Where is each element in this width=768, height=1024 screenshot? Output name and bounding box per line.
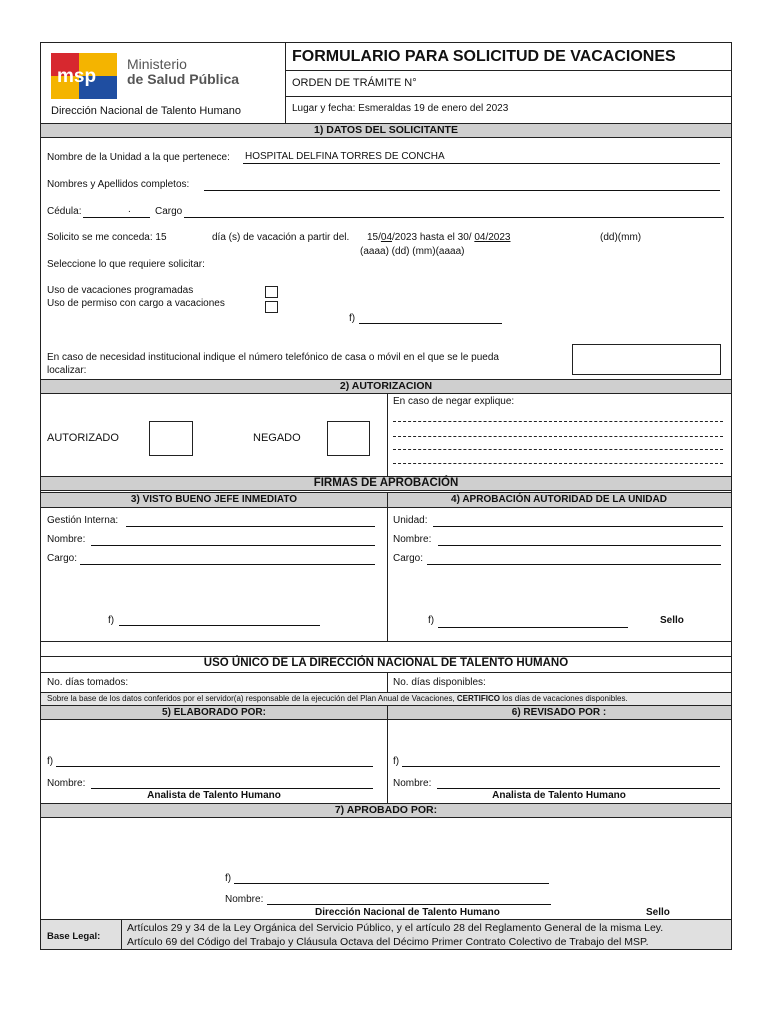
phone-field[interactable] [572,344,721,375]
s6-role: Analista de Talento Humano [492,790,626,801]
s6-sign-label: f) [393,756,400,767]
authority-sign-label: f) [428,615,435,626]
s7-name-field[interactable] [267,904,551,905]
hr-note-bold: CERTIFICO [456,694,501,703]
s6-name-field[interactable] [437,788,720,789]
denied-box[interactable] [327,421,370,456]
s6-name-label: Nombre: [393,778,432,789]
rule [41,641,731,642]
section2-divider [387,394,388,476]
end-year: /2023 [485,232,511,243]
applicant-sign-label: f) [349,313,356,324]
explain-line[interactable] [393,421,723,422]
authority-role-field[interactable] [427,564,721,565]
authority-role-label: Cargo: [393,553,424,564]
authority-name-label: Nombre: [393,534,432,545]
option2-checkbox[interactable] [265,301,278,313]
option1-checkbox[interactable] [265,286,278,298]
explain-label: En caso de negar explique: [393,396,515,407]
applicant-signature-line[interactable] [359,323,502,324]
start-month: 04 [380,232,393,243]
role-label: Cargo [155,206,183,217]
id-label: Cédula: [47,206,82,217]
header-divider [285,43,286,123]
s7-signature-line[interactable] [234,883,549,884]
header-rule [285,96,731,97]
form-title: FORMULARIO PARA SOLICITUD DE VACACIONES [292,48,676,65]
id-mark: . [128,204,131,215]
section6-title: 6) REVISADO POR : [511,707,607,718]
days-taken-label[interactable]: No. días tomados: [47,677,129,688]
section56-header [41,705,731,720]
authority-signature-line[interactable] [438,627,628,628]
denied-label: NEGADO [253,432,301,444]
unit-line [243,163,720,164]
place-date: Lugar y fecha: Esmeraldas 19 de enero del 2023 [292,103,509,114]
boss-role-label: Cargo: [47,553,78,564]
explain-line[interactable] [393,463,723,464]
authority-seal: Sello [660,615,684,626]
explain-line[interactable] [393,449,723,450]
request-middle: día (s) de vacación a partir del. [212,232,350,243]
start-year: /2023 hasta el 30/ [392,232,475,243]
date-hint-right: (dd)(mm) [600,232,642,243]
end-month: 04 [474,232,486,243]
s5-signature-line[interactable] [56,766,373,767]
date-hint-below: (aaaa) (dd) (mm)(aaaa) [360,246,465,257]
s5-role: Analista de Talento Humano [147,790,281,801]
s7-name-label: Nombre: [225,894,264,905]
order-label: ORDEN DE TRÁMITE N° [292,77,417,89]
hr-use-title: USO ÚNICO DE LA DIRECCIÓN NACIONAL DE TALENTO HUMANO [203,657,569,669]
ministry-line1: Ministerio [127,56,187,72]
boss-sign-label: f) [108,615,115,626]
hr-note-prefix: Sobre la base de los datos conferidos por el servidor(a) responsable de la ejecución del Plan Anual de Vacaciones, [47,694,455,703]
s7-seal: Sello [646,907,670,918]
authorized-box[interactable] [149,421,193,456]
legal-line1: Artículos 29 y 34 de la Ley Orgánica del Servicio Público, y el artículo 28 del Reglamento General de la misma Ley. [127,922,664,934]
days-available-label[interactable]: No. días disponibles: [393,677,486,688]
option2-label: Uso de permiso con cargo a vacaciones [47,298,225,309]
section2-title: 2) AUTORIZACION [41,379,731,394]
section5-title: 5) ELABORADO POR: [162,707,266,718]
section56-divider [387,705,388,803]
phone-text-1: En caso de necesidad institucional indique el número telefónico de casa o móvil en el que se le pueda [47,352,499,363]
section7-title: 7) APROBADO POR: [41,803,731,818]
approvals-title: FIRMAS DE APROBACIÓN [41,476,731,491]
s7-sign-label: f) [225,873,232,884]
authority-unit-field[interactable] [433,526,723,527]
boss-name-label: Nombre: [47,534,86,545]
legal-divider [121,920,122,949]
hr-note-suffix: los días de vacaciones disponibles. [502,694,628,703]
boss-name-field[interactable] [91,545,375,546]
rule [41,672,731,673]
authorized-label: AUTORIZADO [47,432,119,444]
legal-label: Base Legal: [47,931,101,942]
id-field[interactable] [83,217,150,218]
unit-label-4: Unidad: [393,515,428,526]
header-rule [285,70,731,71]
hr-note [47,694,628,704]
approvals-subheader [41,492,731,508]
unit-label: Nombre de la Unidad a la que pertenece: [47,152,230,163]
explain-line[interactable] [393,436,723,437]
role-field[interactable] [184,217,724,218]
msp-logo [51,53,117,99]
s5-name-label: Nombre: [47,778,86,789]
start-day: 15/ [367,232,381,243]
hr-divider [387,672,388,692]
section1-title: 1) DATOS DEL SOLICITANTE [41,123,731,138]
section4-title: 4) APROBACIÓN AUTORIDAD DE LA UNIDAD [451,494,667,505]
option1-label: Uso de vacaciones programadas [47,285,194,296]
s5-sign-label: f) [47,756,54,767]
boss-signature-line[interactable] [119,625,320,626]
logo-text: msp [57,66,97,87]
authority-name-field[interactable] [438,545,721,546]
request-prefix: Solicito se me conceda: 15 [47,232,167,243]
boss-role-field[interactable] [80,564,375,565]
approvals-divider [387,492,388,641]
s6-signature-line[interactable] [402,766,720,767]
names-field[interactable] [204,190,720,191]
legal-line2: Artículo 69 del Código del Trabajo y Cláusula Octava del Décimo Primer Contrato Colectivo de Trabajo del MSP. [127,936,649,948]
request-dates[interactable] [367,232,510,244]
s5-name-field[interactable] [91,788,373,789]
ministry-line2: de Salud Pública [127,71,240,87]
names-label: Nombres y Apellidos completos: [47,179,190,190]
s7-role: Dirección Nacional de Talento Humano [315,907,500,918]
internal-mgmt-field[interactable] [126,526,375,527]
select-label: Seleccione lo que requiere solicitar: [47,259,205,270]
phone-text-2: localizar: [47,365,87,376]
vacation-request-form [40,42,732,950]
unit-value[interactable]: HOSPITAL DELFINA TORRES DE CONCHA [245,151,445,162]
section3-title: 3) VISTO BUENO JEFE INMEDIATO [130,494,298,505]
directorate: Dirección Nacional de Talento Humano [51,105,241,117]
internal-mgmt-label: Gestión Interna: [47,515,119,526]
